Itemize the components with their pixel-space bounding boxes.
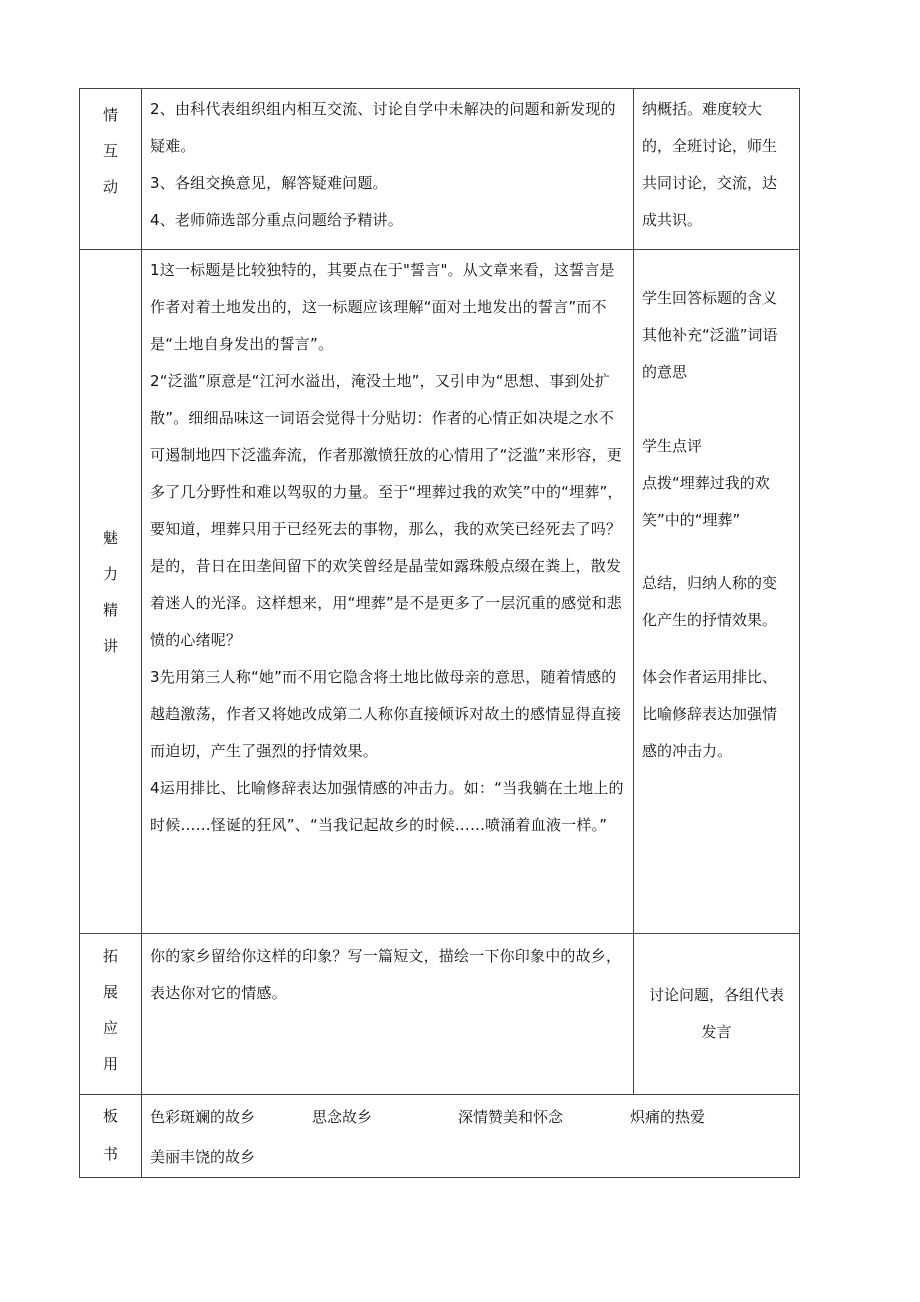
board-item: 色彩斑斓的故乡 <box>150 1108 256 1126</box>
paragraph: 4、老师筛选部分重点问题给予精讲。 <box>150 211 403 229</box>
board-item: 深情赞美和怀念 <box>458 1108 564 1126</box>
lecture-activity: 学生回答标题的含义 其他补充“泛滥”词语的意思 学生点评 点拨“埋葬过我的欢笑”中的“埋葬” 总结，归纳人称的变化产生的抒情效果。 体会作者运用排比、比喻修辞表达加强情感的冲击力。 <box>634 250 800 934</box>
board-item: 美丽丰饶的故乡 <box>150 1148 256 1166</box>
extension-content: 你的家乡留给你这样的印象？写一篇短文，描绘一下你印象中的故乡，表达你对它的情感。 <box>142 934 634 1095</box>
paragraph: 2“泛滥”原意是“江河水溢出，淹没土地”，又引申为“思想、事到处扩散”。细细品味这一词语会觉得十分贴切：作者的心情正如决堤之水不可遏制地四下泛滥奔流，作者那激愤狂放的心情用了“泛滥”来形容，更多了几分野性和难以驾驭的力量。至于“埋葬过我的欢笑”中的“埋葬”，要知道，埋葬只用于已经死去的事物，那么，我的欢笑已经死去了吗？是的，昔日在田垄间留下的欢笑曾经是晶莹如露珠般点缀在粪上，散发着迷人的光泽。这样想来，用“埋葬”是不是更多了一层沉重的感觉和悲愤的心绪呢？ <box>150 372 623 649</box>
row-extension <box>80 934 800 1095</box>
paragraph: 3先用第三人称“她”而不用它隐含将土地比做母亲的意思，随着情感的越趋激荡，作者又将她改成第二人称你直接倾诉对故土的感情显得直接而迫切，产生了强烈的抒情效果。 <box>150 668 622 760</box>
section-label-interaction: 情 互 动 <box>80 89 142 250</box>
paragraph: 1这一标题是比较独特的，其要点在于"誓言"。从文章来看，这誓言是作者对着土地发出的，这一标题应该理解“面对土地发出的誓言”而不是“土地自身发出的誓言”。 <box>150 261 615 353</box>
lesson-plan-table <box>79 88 800 1178</box>
board-content <box>142 1095 800 1178</box>
paragraph: 3、各组交换意见，解答疑难问题。 <box>150 174 388 192</box>
section-label-extension: 拓 展 应 用 <box>80 934 142 1095</box>
interaction-activity: 纳概括。难度较大的，全班讨论，师生共同讨论，交流，达成共识。 <box>634 89 800 250</box>
paragraph: 4运用排比、比喻修辞表达加强情感的冲击力。如：“当我躺在土地上的时候……怪诞的狂风”、“当我记起故乡的时候……喷涌着血液一样。” <box>150 779 624 834</box>
extension-activity: 讨论问题，各组代表发言 <box>634 934 800 1095</box>
interaction-content <box>142 89 634 250</box>
row-interaction <box>80 89 800 250</box>
board-item: 思念故乡 <box>312 1108 373 1126</box>
lecture-content <box>142 250 634 934</box>
board-item: 炽痛的热爱 <box>630 1108 706 1126</box>
section-label-board: 板 书 <box>80 1095 142 1178</box>
section-label-lecture: 魅 力 精 讲 <box>80 250 142 934</box>
paragraph: 2、由科代表组织组内相互交流、讨论自学中未解决的问题和新发现的疑难。 <box>150 100 616 155</box>
row-lecture <box>80 250 800 934</box>
row-board <box>80 1095 800 1178</box>
